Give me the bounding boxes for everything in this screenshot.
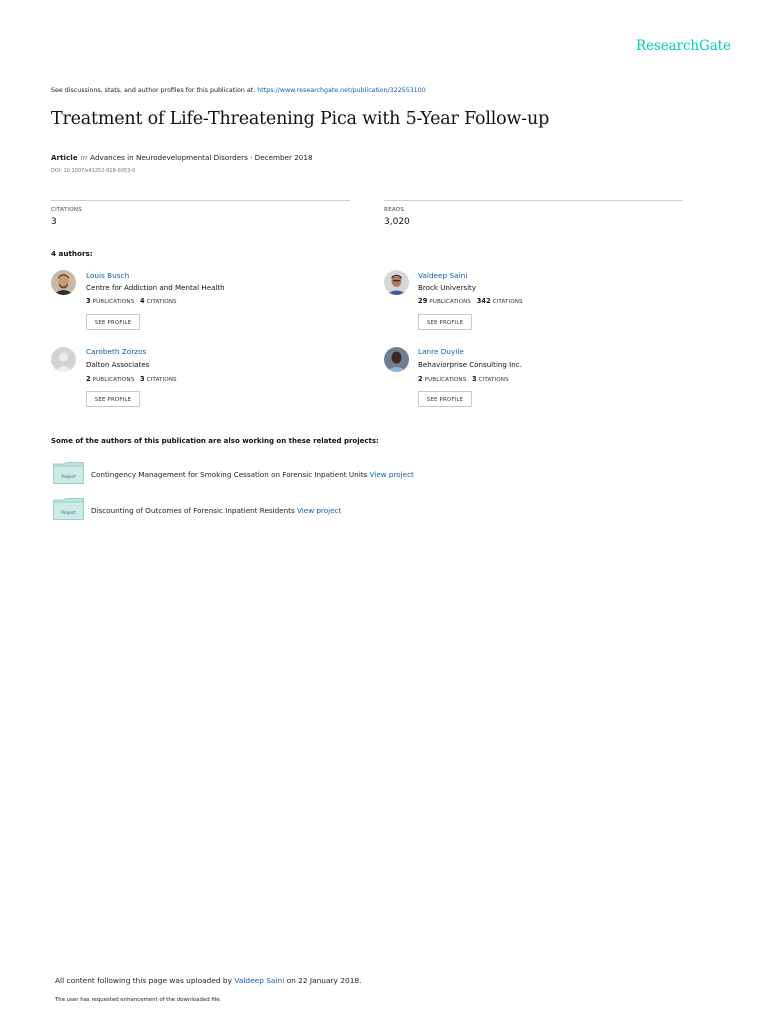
discussion-prefix: See discussions, stats, and author profiles for this publication at: <box>51 87 256 94</box>
publications-label: PUBLICATIONS <box>92 377 135 383</box>
person-silhouette-icon <box>51 347 76 372</box>
citations-label: CITATIONS <box>492 299 523 305</box>
citations-label: CITATIONS <box>51 207 82 213</box>
citations-label: CITATIONS <box>478 377 509 383</box>
author-name-link[interactable]: Carobeth Zorzos <box>86 347 147 356</box>
author-institution: Dalton Associates <box>86 360 150 369</box>
folder-icon <box>53 498 84 520</box>
author-name-link[interactable]: Louis Busch <box>86 271 130 280</box>
avatar[interactable] <box>51 270 76 295</box>
view-project-link[interactable]: View project <box>297 506 342 515</box>
reads-value: 3,020 <box>384 217 410 227</box>
see-profile-button[interactable]: SEE PROFILE <box>418 391 472 407</box>
avatar[interactable] <box>51 347 76 372</box>
author-stats <box>418 375 509 383</box>
venue-date: Advances in Neurodevelopmental Disorders · December 2018 <box>90 153 313 162</box>
reads-label: READS <box>384 207 405 213</box>
author-name-link[interactable]: Lanre Duyile <box>418 347 464 356</box>
upload-prefix: All content following this page was uploaded by <box>55 976 232 985</box>
citations-count: 3 <box>472 375 477 383</box>
publications-label: PUBLICATIONS <box>424 377 467 383</box>
project-item <box>91 506 341 515</box>
avatar[interactable] <box>384 347 409 372</box>
related-projects-heading: Some of the authors of this publication are also working on these related projects: <box>51 437 379 445</box>
researchgate-logo[interactable]: ResearchGate <box>636 38 731 54</box>
upload-note <box>55 976 361 985</box>
author-photo-icon <box>51 270 76 295</box>
publications-count: 2 <box>86 375 91 383</box>
discussion-line <box>51 87 426 94</box>
citations-value: 3 <box>51 217 57 227</box>
article-type: Article <box>51 153 78 162</box>
project-icon-label: Project <box>61 474 76 479</box>
authors-heading: 4 authors: <box>51 249 93 258</box>
citations-count: 342 <box>476 297 491 305</box>
paper-doi: DOI: 10.1007/s41252-018-0053-0 <box>51 168 136 174</box>
author-name-link[interactable]: Valdeep Saini <box>418 271 468 280</box>
author-stats <box>86 297 177 305</box>
publications-count: 2 <box>418 375 423 383</box>
citations-count: 4 <box>140 297 145 305</box>
publications-count: 29 <box>418 297 428 305</box>
publications-count: 3 <box>86 297 91 305</box>
author-photo-icon <box>384 347 409 372</box>
paper-meta <box>51 153 313 162</box>
paper-title: Treatment of Life-Threatening Pica with 5-Year Follow-up <box>51 109 550 129</box>
author-institution: Centre for Addiction and Mental Health <box>86 283 225 292</box>
see-profile-button[interactable]: SEE PROFILE <box>86 391 140 407</box>
upload-suffix: on 22 January 2018. <box>286 976 362 985</box>
avatar[interactable] <box>384 270 409 295</box>
publication-url-link[interactable]: https://www.researchgate.net/publication/322553100 <box>257 87 426 94</box>
publications-label: PUBLICATIONS <box>92 299 135 305</box>
author-photo-icon <box>384 270 409 295</box>
citations-count: 3 <box>140 375 145 383</box>
project-item <box>91 470 414 479</box>
publications-label: PUBLICATIONS <box>429 299 472 305</box>
author-institution: Behaviorprise Consulting Inc. <box>418 360 522 369</box>
author-institution: Brock University <box>418 283 477 292</box>
uploader-link[interactable]: Valdeep Saini <box>234 976 285 985</box>
project-icon-label: Project <box>61 510 76 515</box>
in-word: in <box>80 153 88 162</box>
project-title: Contingency Management for Smoking Cessation on Forensic Inpatient Units <box>91 470 368 479</box>
see-profile-button[interactable]: SEE PROFILE <box>86 314 140 330</box>
citations-divider <box>51 200 350 201</box>
enhancement-note: The user has requested enhancement of the downloaded file. <box>55 997 222 1003</box>
author-stats <box>418 297 523 305</box>
reads-divider <box>384 200 683 201</box>
see-profile-button[interactable]: SEE PROFILE <box>418 314 472 330</box>
author-stats <box>86 375 177 383</box>
folder-icon <box>53 462 84 484</box>
view-project-link[interactable]: View project <box>369 470 414 479</box>
citations-label: CITATIONS <box>146 299 177 305</box>
project-title: Discounting of Outcomes of Forensic Inpatient Residents <box>91 506 295 515</box>
citations-label: CITATIONS <box>146 377 177 383</box>
